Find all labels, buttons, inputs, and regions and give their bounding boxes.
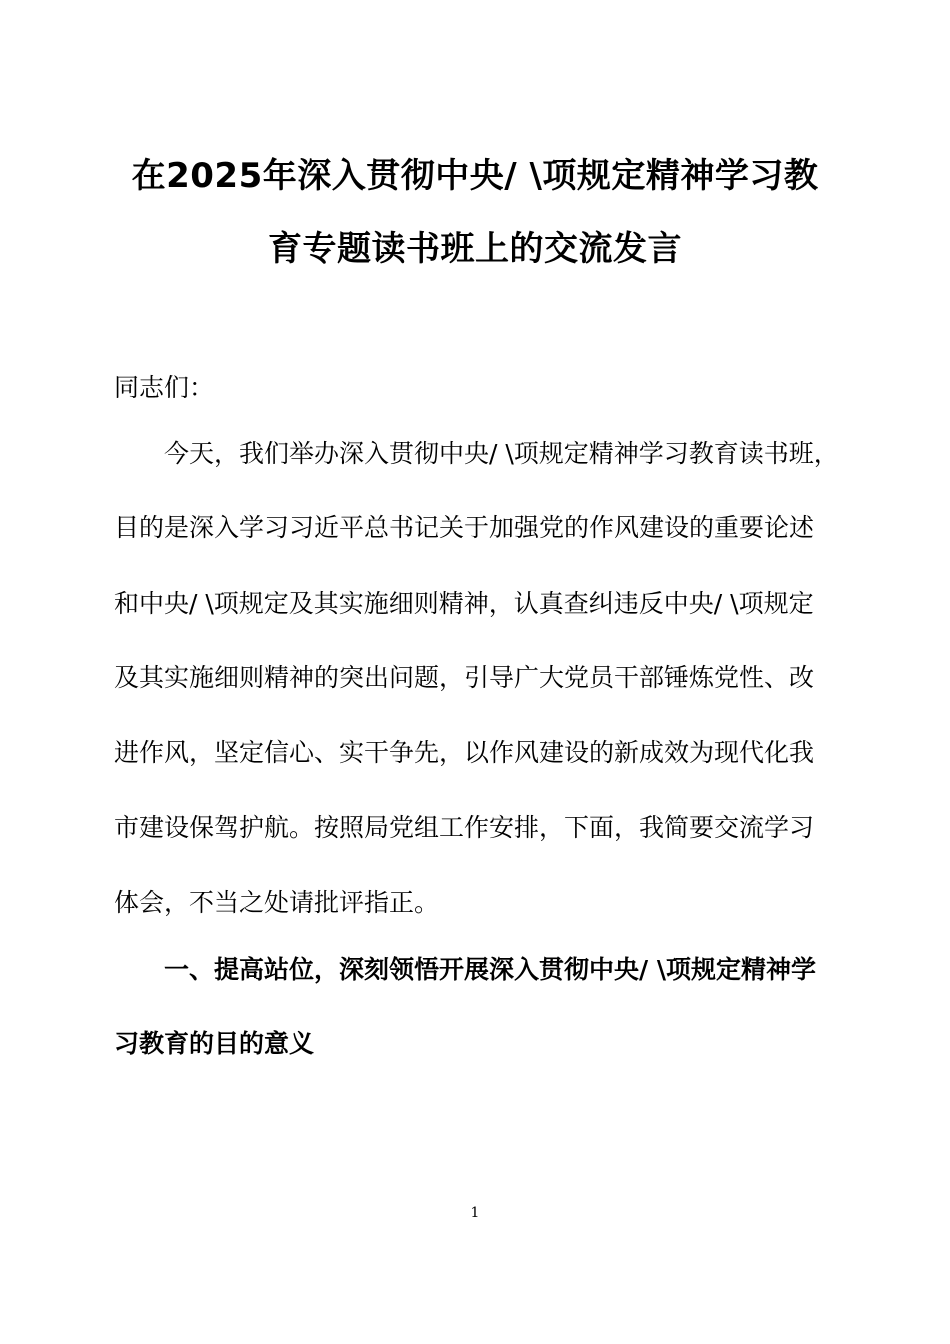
section-heading: 习教育的目的意义: [114, 1029, 315, 1058]
paragraph-line: 今天，我们举办深入贯彻中央/ \项规定精神学习教育读书班，: [164, 439, 839, 468]
paragraph-line: 目的是深入学习习近平总书记关于加强党的作风建设的重要论述: [114, 513, 815, 542]
page-number: 1: [470, 1205, 480, 1221]
paragraph-line: 和中央/ \项规定及其实施细则精神，认真查纠违反中央/ \项规定: [114, 589, 814, 618]
paragraph-line: 进作风，坚定信心、实干争先，以作风建设的新成效为现代化我: [114, 738, 815, 767]
section-heading: 一、提高站位，深刻领悟开展深入贯彻中央/ \项规定精神学: [164, 955, 816, 984]
salutation: 同志们：: [114, 373, 215, 402]
paragraph-line: 体会，不当之处请批评指正。: [114, 888, 440, 917]
paragraph-line: 市建设保驾护航。按照局党组工作安排，下面，我简要交流学习: [114, 813, 815, 842]
paragraph-line: 及其实施细则精神的突出问题，引导广大党员干部锤炼党性、改: [114, 663, 815, 692]
title-line-2: 育专题读书班上的交流发言: [268, 229, 682, 269]
title-line-1: 在2025年深入贯彻中央/ \项规定精神学习教: [131, 156, 819, 196]
